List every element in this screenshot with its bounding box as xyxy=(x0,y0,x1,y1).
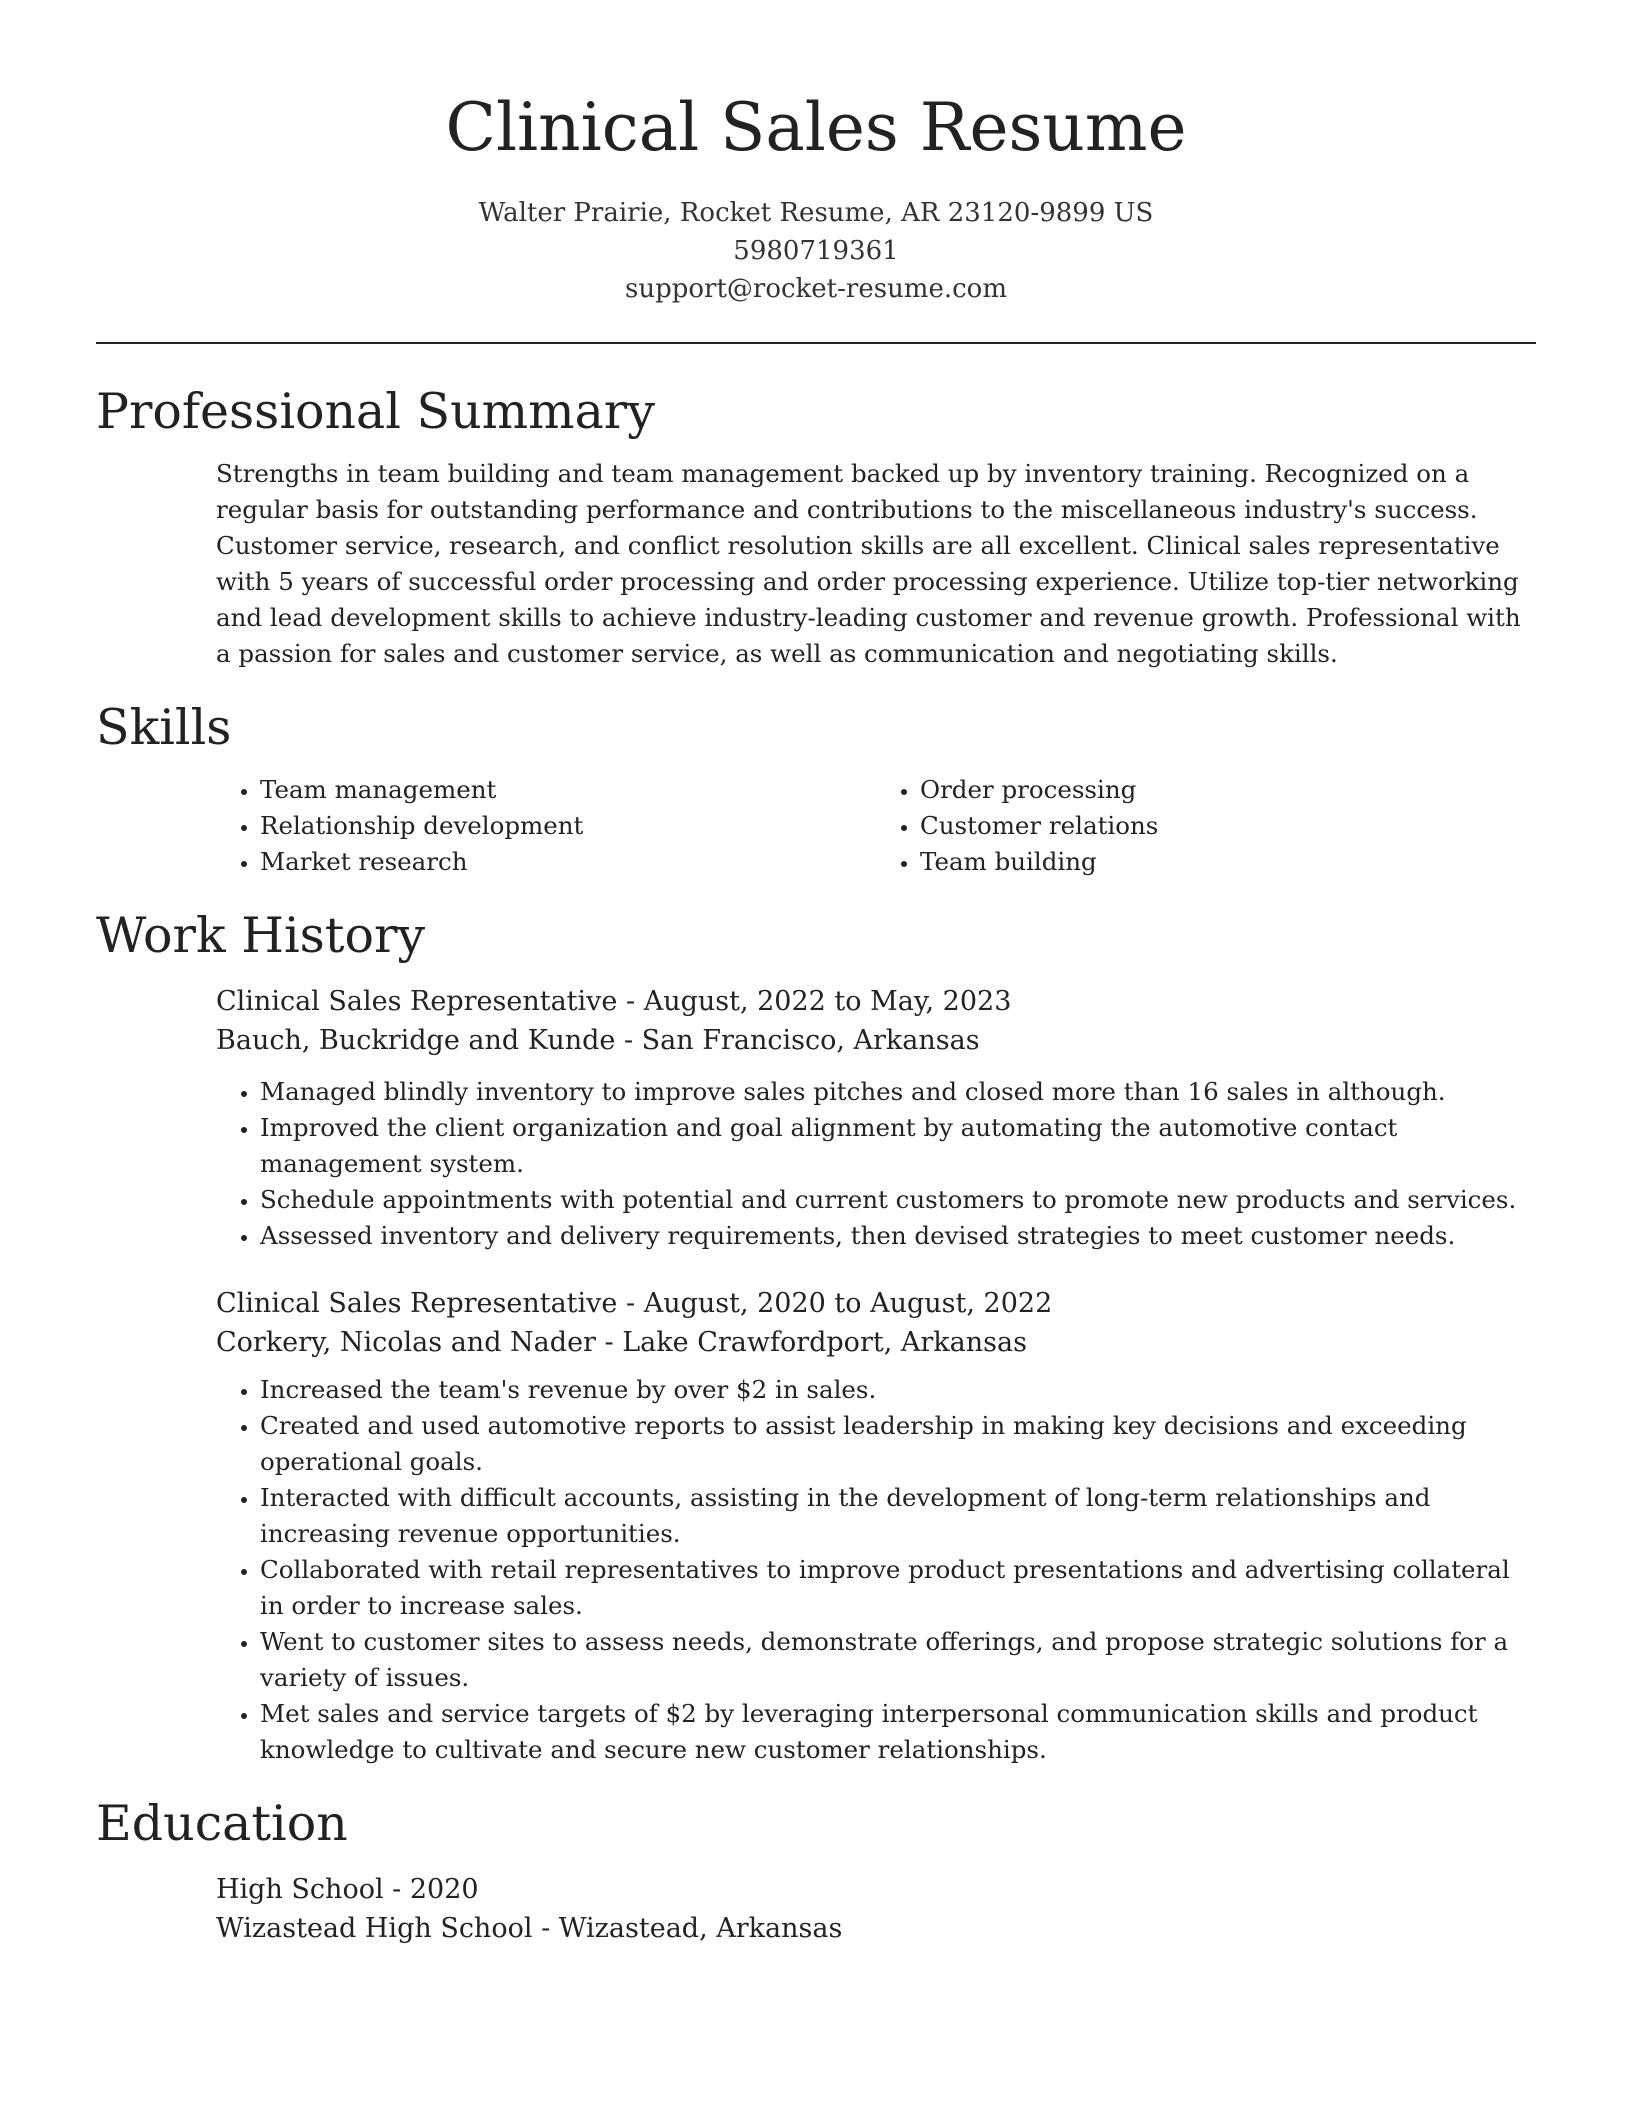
job-entry xyxy=(216,1284,1536,1768)
education-location: - Wizastead, Arkansas xyxy=(532,1913,843,1944)
education-body xyxy=(96,1870,1536,1948)
header-divider xyxy=(96,342,1536,344)
summary-heading: Professional Summary xyxy=(96,383,655,440)
job-dates: - August, 2020 to August, 2022 xyxy=(617,1288,1053,1319)
skill-item: • Team building xyxy=(920,844,1536,880)
contact-phone: 5980719361 xyxy=(733,236,899,266)
education-section xyxy=(96,1794,1536,1948)
job-location: - San Francisco, Arkansas xyxy=(615,1025,980,1056)
job-dates: - August, 2022 to May, 2023 xyxy=(617,986,1012,1017)
job-title-line xyxy=(216,1284,1536,1323)
job-bullet: • Schedule appointments with potential and current customers to promote new products and services. xyxy=(260,1182,1536,1218)
education-heading: Education xyxy=(96,1795,348,1852)
skills-column-left xyxy=(216,772,876,880)
job-bullet: • Created and used automotive reports to assist leadership in making key decisions and exceeding operational goals. xyxy=(260,1408,1536,1480)
education-degree: High School xyxy=(216,1874,384,1905)
job-bullets xyxy=(216,1372,1536,1768)
job-title: Clinical Sales Representative xyxy=(216,986,618,1017)
job-bullet: • Collaborated with retail representatives to improve product presentations and advertising collateral in order to increase sales. xyxy=(260,1552,1536,1624)
skills-grid xyxy=(216,772,1536,880)
work-heading: Work History xyxy=(96,907,426,964)
job-title-line xyxy=(216,982,1536,1021)
summary-body xyxy=(96,456,1536,672)
summary-text: Strengths in team building and team management backed up by inventory training. Recognized on a regular basis for outstanding performance and contributions to the miscellaneous industry's success. Customer service, research, and conflict resolution skills are all excellent. Clinical sales representative with 5 years of successful order processing and order processing experience. Utilize top-tier networking and lead development skills to achieve industry-leading customer and revenue growth. Professional with a passion for sales and customer service, as well as communication and negotiating skills. xyxy=(216,459,1521,668)
job-bullet: • Went to customer sites to assess needs, demonstrate offerings, and propose strategic solutions for a variety of issues. xyxy=(260,1624,1536,1696)
skill-item: • Relationship development xyxy=(260,808,876,844)
education-school: Wizastead High School xyxy=(216,1913,533,1944)
education-degree-line xyxy=(216,1870,1536,1909)
job-company-line xyxy=(216,1323,1536,1362)
skills-body xyxy=(96,772,1536,880)
education-school-line xyxy=(216,1909,1536,1948)
job-bullet: • Assessed inventory and delivery requirements, then devised strategies to meet customer needs. xyxy=(260,1218,1536,1254)
job-bullets xyxy=(216,1074,1536,1254)
summary-section xyxy=(96,382,1536,672)
skills-section xyxy=(96,698,1536,880)
skill-item: • Team management xyxy=(260,772,876,808)
job-title: Clinical Sales Representative xyxy=(216,1288,618,1319)
resume-header xyxy=(96,88,1536,308)
skill-item: • Market research xyxy=(260,844,876,880)
contact-email: support@rocket-resume.com xyxy=(624,274,1007,304)
job-bullet: • Met sales and service targets of $2 by leveraging interpersonal communication skills and product knowledge to cultivate and secure new customer relationships. xyxy=(260,1696,1536,1768)
job-company-line xyxy=(216,1021,1536,1060)
skills-column-right xyxy=(876,772,1536,880)
skill-item: • Customer relations xyxy=(920,808,1536,844)
job-bullet: • Increased the team's revenue by over $2 in sales. xyxy=(260,1372,1536,1408)
work-section xyxy=(96,906,1536,1768)
education-year: - 2020 xyxy=(383,1874,479,1905)
work-body xyxy=(96,982,1536,1768)
job-company: Bauch, Buckridge and Kunde xyxy=(216,1025,616,1056)
job-bullet: • Improved the client organization and goal alignment by automating the automotive contact management system. xyxy=(260,1110,1536,1182)
job-bullet: • Managed blindly inventory to improve sales pitches and closed more than 16 sales in although. xyxy=(260,1074,1536,1110)
job-entry xyxy=(216,982,1536,1254)
job-company: Corkery, Nicolas and Nader xyxy=(216,1327,596,1358)
document-title: Clinical Sales Resume xyxy=(445,89,1187,166)
contact-block xyxy=(96,194,1536,308)
job-bullet: • Interacted with difficult accounts, assisting in the development of long-term relationships and increasing revenue opportunities. xyxy=(260,1480,1536,1552)
contact-address: Walter Prairie, Rocket Resume, AR 23120-9899 US xyxy=(478,198,1154,228)
skills-heading: Skills xyxy=(96,699,232,756)
job-location: - Lake Crawfordport, Arkansas xyxy=(595,1327,1027,1358)
skill-item: • Order processing xyxy=(920,772,1536,808)
